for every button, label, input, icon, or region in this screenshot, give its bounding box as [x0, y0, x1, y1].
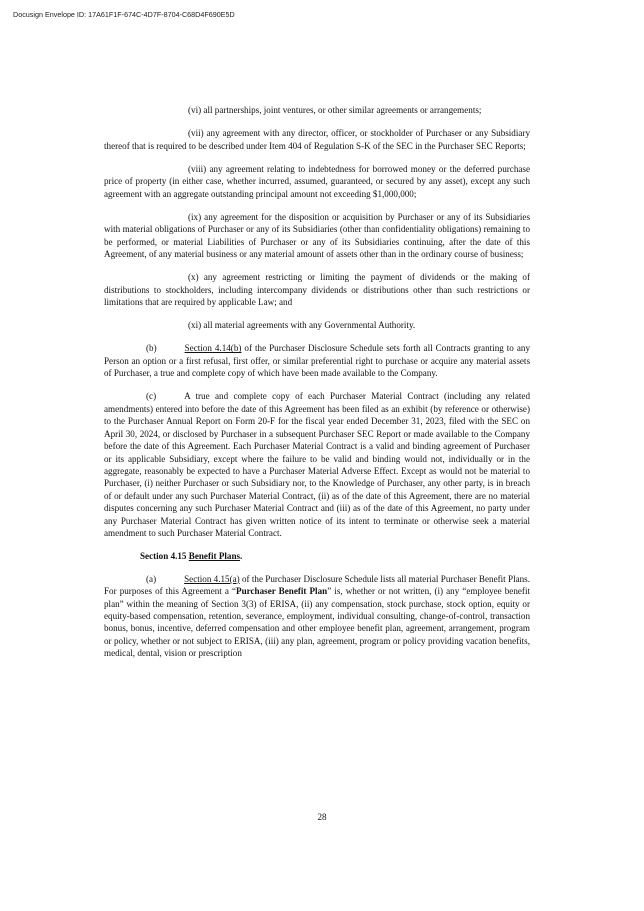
subsection-4-15-a: [104, 573, 530, 660]
clause-ix: (ix) any agreement for the disposition or acquisition by Purchaser or any of its Subsidiaries with material obligations of Purchaser or any of its Subsidiaries (other than confidentiality obligations) remaining to be performed, or material Liabilities of Purchaser or any of its Subsidiaries continuing, after the date of this Agreement, of any material business or any material amount of assets other than in the ordinary course of business;: [104, 211, 530, 260]
subsection-b: [104, 342, 530, 379]
subsection-c-text: A true and complete copy of each Purchaser Material Contract (including any related amendments) entered into before the date of this Agreement has been filed as an exhibit (by reference or otherwise) to the Purchaser Annual Report on Form 20-F for the fiscal year ended December 31, 2023, filed with the SEC on April 30, 2024, or disclosed by Purchaser in a subsequent Purchaser SEC Report or made available to the Company before the date of this Agreement. Each Purchaser Material Contract is a valid and binding agreement of Purchaser or its applicable Subsidiary, except where the failure to be valid and binding would not, individually or in the aggregate, reasonably be expected to have a Purchaser Material Adverse Effect. Except as would not be material to Purchaser, (i) neither Purchaser or such Subsidiary nor, to the Knowledge of Purchaser, any other party, is in breach of or default under any such Purchaser Material Contract, (ii) as of the date of this Agreement, there are no material disputes concerning any such Purchaser Material Contract and (iii) as of the date of this Agreement, no party under any Purchaser Material Contract has given written notice of its intent to terminate or otherwise seek a material amendment to such Purchaser Material Contract.: [104, 391, 530, 538]
clause-xi: (xi) all material agreements with any Governmental Authority.: [188, 320, 416, 331]
docusign-envelope-id: Docusign Envelope ID: 17A61F1F-674C-4D7F-8704-C68D4F690E5D: [13, 10, 235, 19]
section-4-14-b-reference: Section 4.14(b): [184, 343, 242, 354]
defined-term-purchaser-benefit-plan: Purchaser Benefit Plan: [236, 586, 328, 597]
section-4-15-number: Section 4.15: [140, 551, 189, 562]
clause-vi: (vi) all partnerships, joint ventures, or other similar agreements or arrangements;: [188, 105, 482, 115]
document-body: [104, 104, 530, 670]
section-4-15-period: .: [240, 551, 243, 562]
section-4-15-title: Benefit Plans: [188, 551, 241, 562]
page-number: 28: [317, 812, 327, 822]
clause-x: (x) any agreement restricting or limiting the payment of dividends or the making of distributions to stockholders, including intercompany dividends or distributions other than such restrictions or limitations that are required by applicable Law; and: [104, 272, 530, 308]
section-4-15-a-reference: Section 4.15(a): [184, 573, 240, 584]
subsection-c: [104, 390, 530, 539]
subsection-4-15-a-label: (a): [146, 573, 157, 584]
clause-vii: (vii) any agreement with any director, officer, or stockholder of Purchaser or any Subsidiary thereof that is required to be described under Item 404 of Regulation S-K of the SEC in the Purchaser SEC Reports;: [104, 128, 530, 151]
subsection-b-label: (b): [146, 343, 157, 354]
clause-viii: (viii) any agreement relating to indebtedness for borrowed money or the deferred purchase price of property (in either case, whether incurred, assumed, guaranteed, or secured by any asset), except any such agreement with an aggregate outstanding principal amount not exceeding $1,000,000;: [104, 163, 530, 199]
subsection-b-text: of the Purchaser Disclosure Schedule sets forth all Contracts granting to any Person an option or a first refusal, first offer, or similar preferential right to purchase or acquire any material assets of Purchaser, a true and complete copy of which have been made available to the Company.: [104, 343, 530, 379]
subsection-4-15-a-text-1: of the Purchaser Disclosure Schedule lists all material Purchaser Benefit Plans. For purposes of this Agreement a “: [104, 573, 530, 597]
subsection-4-15-a-text-2: ” is, whether or not written, (i) any “employee benefit plan” within the meaning of Section 3(3) of ERISA, (ii) any compensation, stock purchase, stock option, equity or equity-based compensation, retention, severance, employment, individual consulting, change-of-control, transaction bonus, bonus, incentive, deferred compensation and other employee benefit plan, agreement, arrangement, program or policy, whether or not subject to ERISA, (iii) any plan, agreement, program or policy providing vacation benefits, medical, dental, vision or prescription: [104, 586, 530, 659]
subsection-c-label: (c): [146, 391, 157, 402]
section-4-15-heading: [104, 550, 530, 562]
